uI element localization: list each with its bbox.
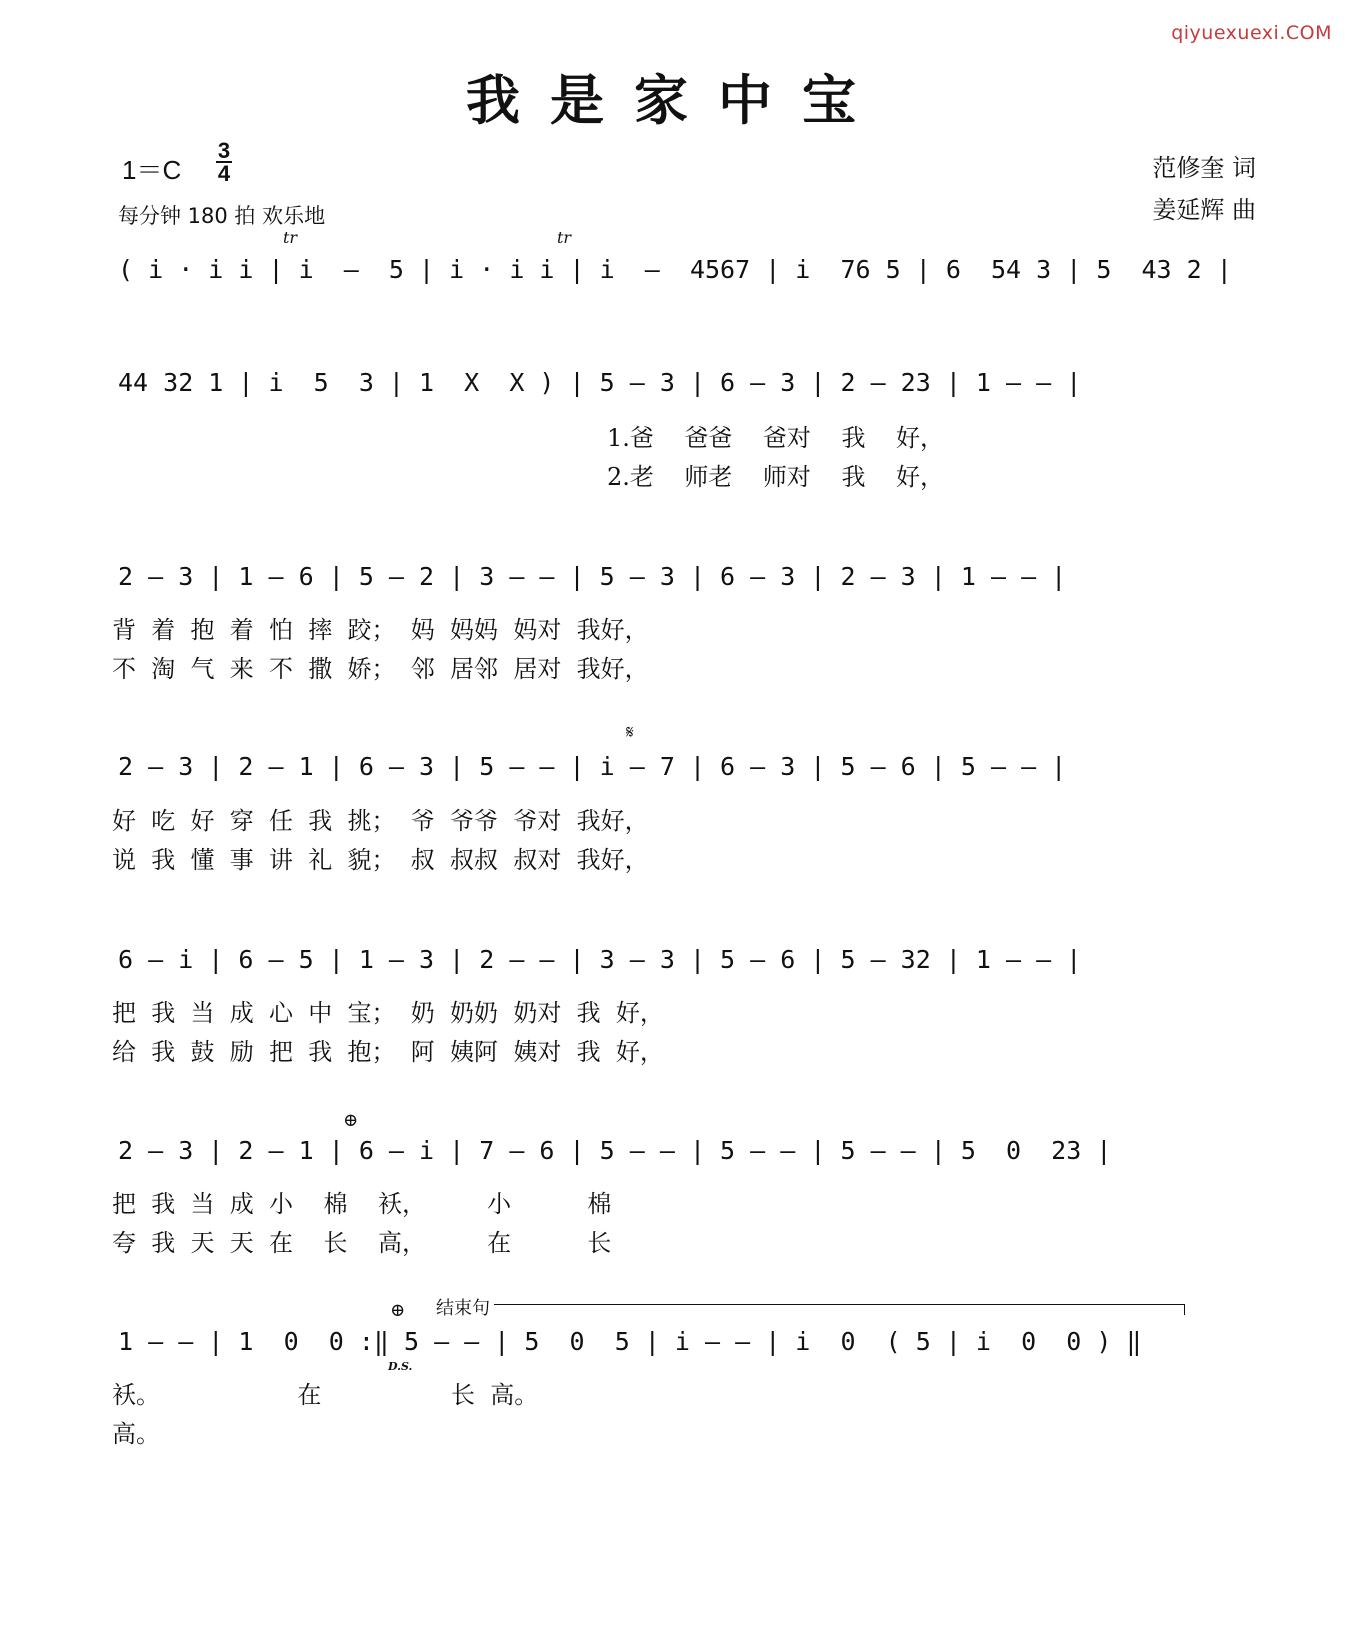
- notation-system-5: 6 — i | 6 — 5 | 1 — 3 | 2 — — | 3 — 3 | 5 — 6 | 5 — 32 | 1 — — |: [118, 945, 1082, 974]
- composer-credit: 姜延辉 曲: [1152, 196, 1256, 224]
- notation-system-1: ( i · i i | i — 5 | i · i i | i — 4567 | i 76 5 | 6 54 3 | 5 43 2 |: [118, 255, 1232, 284]
- lyrics-system-3-verse-2: 不 淘 气 来 不 撒 娇； 邻 居邻 居对 我好，: [112, 655, 649, 683]
- notation-system-6: 2 — 3 | 2 — 1 | 6 — i | 7 — 6 | 5 — — | 5 — — | 5 — — | 5 0 23 |: [118, 1136, 1112, 1165]
- lyricist-credit: 范修奎 词: [1152, 154, 1256, 182]
- notation-system-3: 2 — 3 | 1 — 6 | 5 — 2 | 3 — — | 5 — 3 | 6 — 3 | 2 — 3 | 1 — — |: [118, 562, 1067, 591]
- lyrics-system-6-verse-2: 夸 我 天 天 在 长 高， 在 长: [112, 1229, 612, 1257]
- notation-system-4: 2 — 3 | 2 — 1 | 6 — 3 | 5 — — | i — 7 | 6 — 3 | 5 — 6 | 5 — — |: [118, 752, 1067, 781]
- lyrics-system-2-verse-1: 1.爸 爸爸 爸对 我 好，: [607, 424, 944, 452]
- ds-mark: D.S.: [388, 1360, 413, 1373]
- time-signature-denominator: 4: [217, 161, 231, 186]
- watermark: qiyuexuexi.COM: [1171, 22, 1332, 44]
- lyrics-system-2-verse-2: 2.老 师老 师对 我 好，: [607, 463, 944, 491]
- trill-mark-2: tr: [557, 228, 572, 247]
- lyrics-system-3-verse-1: 背 着 抱 着 怕 摔 跤； 妈 妈妈 妈对 我好，: [112, 616, 649, 644]
- song-title: 我是家中宝: [466, 68, 886, 132]
- coda-mark-2: ⊕: [390, 1300, 406, 1321]
- ending-label: 结束句: [436, 1298, 490, 1319]
- tempo-marking: 每分钟 180 拍 欢乐地: [118, 204, 326, 228]
- time-signature: [216, 140, 232, 184]
- key-signature: 1＝C: [122, 155, 182, 185]
- coda-mark-1: ⊕: [343, 1110, 359, 1131]
- notation-system-7: 1 — — | 1 0 0 :‖ 5 — — | 5 0 5 | i — — | i 0 ( 5 | i 0 0 ) ‖: [118, 1327, 1142, 1356]
- segno-mark: 𝄋: [626, 722, 634, 743]
- lyrics-system-7-verse-2: 高。: [112, 1420, 160, 1448]
- trill-mark-1: tr: [283, 228, 298, 247]
- lyrics-system-6-verse-1: 把 我 当 成 小 棉 袄， 小 棉: [112, 1190, 612, 1218]
- notation-system-2: 44 32 1 | i 5 3 | 1 X X ) | 5 — 3 | 6 — 3 | 2 — 23 | 1 — — |: [118, 368, 1082, 397]
- ending-bracket-line: [494, 1304, 1185, 1315]
- lyrics-system-4-verse-1: 好 吃 好 穿 任 我 挑； 爷 爷爷 爷对 我好，: [112, 807, 649, 835]
- time-signature-numerator: 3: [217, 138, 231, 163]
- lyrics-system-5-verse-1: 把 我 当 成 心 中 宝； 奶 奶奶 奶对 我 好，: [112, 999, 664, 1027]
- lyrics-system-4-verse-2: 说 我 懂 事 讲 礼 貌； 叔 叔叔 叔对 我好，: [112, 846, 649, 874]
- lyrics-system-7-verse-1: 袄。 在 长 高。: [112, 1381, 539, 1409]
- lyrics-system-5-verse-2: 给 我 鼓 励 把 我 抱； 阿 姨阿 姨对 我 好，: [112, 1038, 664, 1066]
